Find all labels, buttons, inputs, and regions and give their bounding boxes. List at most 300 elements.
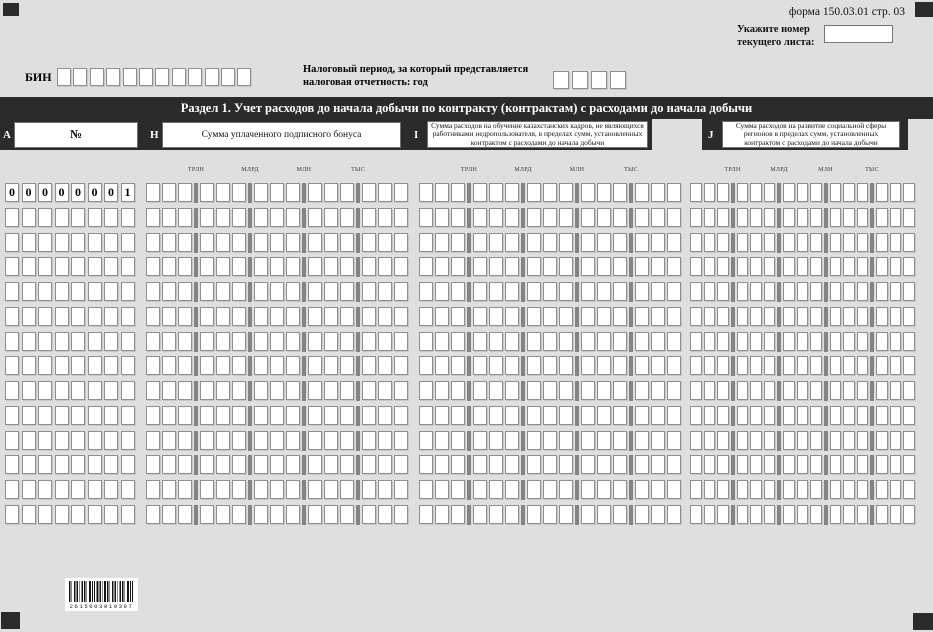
digit-cell[interactable]	[810, 183, 822, 202]
digit-cell[interactable]	[704, 183, 716, 202]
digit-cell[interactable]	[308, 183, 322, 202]
digit-cell[interactable]	[200, 332, 214, 351]
digit-cell[interactable]	[88, 282, 102, 301]
digit-cell[interactable]	[473, 455, 487, 474]
digit-cell[interactable]	[451, 257, 465, 276]
digit-cell[interactable]	[857, 282, 869, 301]
digit-cell[interactable]	[783, 505, 795, 524]
digit-cell[interactable]	[505, 282, 519, 301]
digit-cell[interactable]	[857, 455, 869, 474]
digit-cell[interactable]	[489, 257, 503, 276]
digit-cell[interactable]	[88, 431, 102, 450]
digit-cell[interactable]	[830, 257, 842, 276]
digit-cell[interactable]	[451, 233, 465, 252]
digit-cell[interactable]	[783, 183, 795, 202]
digit-cell[interactable]	[597, 183, 611, 202]
digit-cell[interactable]	[843, 505, 855, 524]
digit-cell[interactable]	[451, 505, 465, 524]
digit-cell[interactable]	[635, 480, 649, 499]
digit-cell[interactable]	[543, 356, 557, 375]
digit-cell[interactable]	[750, 307, 762, 326]
digit-cell[interactable]	[903, 257, 915, 276]
digit-cell[interactable]	[254, 431, 268, 450]
digit-cell[interactable]	[232, 505, 246, 524]
digit-cell[interactable]	[5, 307, 19, 326]
digit-cell[interactable]	[216, 233, 230, 252]
digit-cell[interactable]	[527, 257, 541, 276]
digit-cell[interactable]	[830, 431, 842, 450]
digit-cell[interactable]: 0	[88, 183, 102, 202]
digit-cell[interactable]	[810, 505, 822, 524]
digit-cell[interactable]	[635, 455, 649, 474]
digit-cell[interactable]	[340, 381, 354, 400]
digit-cell[interactable]	[340, 480, 354, 499]
digit-cell[interactable]	[104, 356, 118, 375]
digit-cell[interactable]	[903, 431, 915, 450]
digit-cell[interactable]	[857, 480, 869, 499]
digit-cell[interactable]	[55, 332, 69, 351]
digit-cell[interactable]	[71, 505, 85, 524]
digit-cell[interactable]	[200, 505, 214, 524]
digit-cell[interactable]	[559, 257, 573, 276]
digit-cell[interactable]	[810, 307, 822, 326]
digit-cell[interactable]	[717, 480, 729, 499]
digit-cell[interactable]	[473, 332, 487, 351]
digit-cell[interactable]	[737, 332, 749, 351]
digit-cell[interactable]	[690, 257, 702, 276]
digit-cell[interactable]	[635, 183, 649, 202]
digit-cell[interactable]	[5, 208, 19, 227]
digit-cell[interactable]	[71, 356, 85, 375]
digit-cell[interactable]	[394, 183, 408, 202]
digit-cell[interactable]	[254, 381, 268, 400]
digit-cell[interactable]	[690, 431, 702, 450]
digit-cell[interactable]	[71, 406, 85, 425]
digit-cell[interactable]	[394, 406, 408, 425]
digit-cell[interactable]	[876, 381, 888, 400]
digit-cell[interactable]	[690, 282, 702, 301]
digit-cell[interactable]	[146, 455, 160, 474]
digit-cell[interactable]	[797, 183, 809, 202]
digit-cell[interactable]	[543, 505, 557, 524]
digit-cell[interactable]	[378, 505, 392, 524]
digit-cell[interactable]	[704, 505, 716, 524]
digit-cell[interactable]	[750, 455, 762, 474]
digit-cell[interactable]	[527, 381, 541, 400]
digit-cell[interactable]	[690, 381, 702, 400]
digit-cell[interactable]	[340, 406, 354, 425]
digit-cell[interactable]	[667, 183, 681, 202]
digit-cell[interactable]	[216, 257, 230, 276]
digit-cell[interactable]	[362, 505, 376, 524]
digit-cell[interactable]	[270, 480, 284, 499]
digit-cell[interactable]	[783, 233, 795, 252]
digit-cell[interactable]	[843, 480, 855, 499]
digit-cell[interactable]	[232, 480, 246, 499]
digit-cell[interactable]	[162, 332, 176, 351]
digit-cell[interactable]	[857, 406, 869, 425]
digit-cell[interactable]	[340, 332, 354, 351]
digit-cell[interactable]	[162, 381, 176, 400]
digit-cell[interactable]	[737, 505, 749, 524]
digit-cell[interactable]	[270, 183, 284, 202]
digit-cell[interactable]	[903, 480, 915, 499]
digit-cell[interactable]	[843, 183, 855, 202]
digit-cell[interactable]	[435, 431, 449, 450]
digit-cell[interactable]	[737, 307, 749, 326]
digit-cell[interactable]	[340, 233, 354, 252]
digit-cell[interactable]	[764, 183, 776, 202]
digit-cell[interactable]	[737, 455, 749, 474]
digit-cell[interactable]	[890, 406, 902, 425]
digit-cell[interactable]	[162, 431, 176, 450]
digit-cell[interactable]	[830, 233, 842, 252]
digit-cell[interactable]	[270, 208, 284, 227]
digit-cell[interactable]	[200, 356, 214, 375]
digit-cell[interactable]	[505, 257, 519, 276]
digit-cell[interactable]	[162, 282, 176, 301]
digit-cell[interactable]	[71, 480, 85, 499]
digit-cell[interactable]	[121, 455, 135, 474]
digit-cell[interactable]	[146, 183, 160, 202]
digit-cell[interactable]	[704, 406, 716, 425]
digit-cell[interactable]	[690, 233, 702, 252]
digit-cell[interactable]	[378, 356, 392, 375]
digit-cell[interactable]	[451, 431, 465, 450]
digit-cell[interactable]	[378, 282, 392, 301]
digit-cell[interactable]	[559, 208, 573, 227]
digit-cell[interactable]	[419, 257, 433, 276]
digit-cell[interactable]	[797, 480, 809, 499]
digit-cell[interactable]	[635, 381, 649, 400]
digit-cell[interactable]	[903, 356, 915, 375]
digit-cell[interactable]	[489, 332, 503, 351]
digit-cell[interactable]	[178, 307, 192, 326]
digit-cell[interactable]	[890, 381, 902, 400]
digit-cell[interactable]	[270, 307, 284, 326]
digit-cell[interactable]	[216, 431, 230, 450]
digit-cell[interactable]	[362, 332, 376, 351]
digit-cell[interactable]	[71, 257, 85, 276]
digit-cell[interactable]	[783, 307, 795, 326]
digit-cell[interactable]	[308, 356, 322, 375]
digit-cell[interactable]	[667, 282, 681, 301]
digit-cell[interactable]	[286, 233, 300, 252]
digit-cell[interactable]	[857, 505, 869, 524]
digit-cell[interactable]	[876, 257, 888, 276]
digit-cell[interactable]	[216, 505, 230, 524]
digit-cell[interactable]	[286, 455, 300, 474]
digit-cell[interactable]	[843, 381, 855, 400]
digit-cell[interactable]	[810, 356, 822, 375]
digit-cell[interactable]	[308, 257, 322, 276]
digit-cell[interactable]	[559, 406, 573, 425]
digit-cell[interactable]	[667, 406, 681, 425]
digit-cell[interactable]	[830, 332, 842, 351]
digit-cell[interactable]	[830, 505, 842, 524]
digit-cell[interactable]	[651, 307, 665, 326]
digit-cell[interactable]	[419, 233, 433, 252]
digit-cell[interactable]	[527, 183, 541, 202]
digit-cell[interactable]	[830, 183, 842, 202]
digit-cell[interactable]	[55, 356, 69, 375]
digit-cell[interactable]	[254, 282, 268, 301]
digit-cell[interactable]	[55, 282, 69, 301]
digit-cell[interactable]	[651, 455, 665, 474]
digit-cell[interactable]	[750, 356, 762, 375]
digit-cell[interactable]	[857, 257, 869, 276]
digit-cell[interactable]	[71, 381, 85, 400]
digit-cell[interactable]	[340, 208, 354, 227]
digit-cell[interactable]	[830, 282, 842, 301]
digit-cell[interactable]	[489, 431, 503, 450]
digit-cell[interactable]	[667, 257, 681, 276]
digit-cell[interactable]	[71, 332, 85, 351]
digit-cell[interactable]	[178, 332, 192, 351]
digit-cell[interactable]	[308, 406, 322, 425]
digit-cell[interactable]	[613, 282, 627, 301]
digit-cell[interactable]	[178, 406, 192, 425]
digit-cell[interactable]	[690, 455, 702, 474]
digit-cell[interactable]	[651, 356, 665, 375]
digit-cell[interactable]	[651, 505, 665, 524]
digit-cell[interactable]	[324, 455, 338, 474]
digit-cell[interactable]	[505, 307, 519, 326]
digit-cell[interactable]	[286, 381, 300, 400]
digit-cell[interactable]	[810, 381, 822, 400]
digit-cell[interactable]	[597, 233, 611, 252]
digit-cell[interactable]	[843, 208, 855, 227]
digit-cell[interactable]	[55, 455, 69, 474]
digit-cell[interactable]	[505, 505, 519, 524]
digit-cell[interactable]	[178, 455, 192, 474]
digit-cell[interactable]	[764, 233, 776, 252]
digit-cell[interactable]	[104, 257, 118, 276]
digit-cell[interactable]	[810, 431, 822, 450]
digit-cell[interactable]	[890, 208, 902, 227]
digit-cell[interactable]	[543, 282, 557, 301]
digit-cell[interactable]	[121, 233, 135, 252]
digit-cell[interactable]	[903, 183, 915, 202]
digit-cell[interactable]	[690, 332, 702, 351]
digit-cell[interactable]	[651, 381, 665, 400]
digit-cell[interactable]	[667, 381, 681, 400]
digit-cell[interactable]	[340, 356, 354, 375]
digit-cell[interactable]	[717, 406, 729, 425]
digit-cell[interactable]	[200, 480, 214, 499]
digit-cell[interactable]	[121, 307, 135, 326]
digit-cell[interactable]	[505, 208, 519, 227]
digit-cell[interactable]	[543, 431, 557, 450]
digit-cell[interactable]	[581, 307, 595, 326]
digit-cell[interactable]	[146, 480, 160, 499]
digit-cell[interactable]	[121, 208, 135, 227]
digit-cell[interactable]	[71, 431, 85, 450]
digit-cell[interactable]	[635, 307, 649, 326]
digit-cell[interactable]	[810, 455, 822, 474]
digit-cell[interactable]	[876, 332, 888, 351]
digit-cell[interactable]	[489, 406, 503, 425]
digit-cell[interactable]	[527, 431, 541, 450]
digit-cell[interactable]	[597, 282, 611, 301]
digit-cell[interactable]	[200, 183, 214, 202]
digit-cell[interactable]	[830, 455, 842, 474]
digit-cell[interactable]	[362, 480, 376, 499]
digit-cell[interactable]	[378, 480, 392, 499]
digit-cell[interactable]	[473, 381, 487, 400]
digit-cell[interactable]	[559, 431, 573, 450]
digit-cell[interactable]: 0	[38, 183, 52, 202]
digit-cell[interactable]	[830, 356, 842, 375]
digit-cell[interactable]	[489, 505, 503, 524]
digit-cell[interactable]	[22, 505, 36, 524]
digit-cell[interactable]	[857, 356, 869, 375]
digit-cell[interactable]	[810, 480, 822, 499]
digit-cell[interactable]	[232, 208, 246, 227]
digit-cell[interactable]	[362, 381, 376, 400]
digit-cell[interactable]	[559, 480, 573, 499]
digit-cell[interactable]	[55, 307, 69, 326]
digit-cell[interactable]	[667, 307, 681, 326]
digit-cell[interactable]	[394, 332, 408, 351]
digit-cell[interactable]	[419, 381, 433, 400]
digit-cell[interactable]	[903, 233, 915, 252]
digit-cell[interactable]	[270, 431, 284, 450]
digit-cell[interactable]	[362, 183, 376, 202]
digit-cell[interactable]	[635, 233, 649, 252]
digit-cell[interactable]	[667, 431, 681, 450]
digit-cell[interactable]	[146, 257, 160, 276]
digit-cell[interactable]	[270, 332, 284, 351]
digit-cell[interactable]	[55, 431, 69, 450]
digit-cell[interactable]	[121, 406, 135, 425]
digit-cell[interactable]	[810, 282, 822, 301]
digit-cell[interactable]	[254, 406, 268, 425]
digit-cell[interactable]	[783, 257, 795, 276]
digit-cell[interactable]	[750, 257, 762, 276]
digit-cell[interactable]	[270, 406, 284, 425]
digit-cell[interactable]	[797, 257, 809, 276]
digit-cell[interactable]	[270, 455, 284, 474]
digit-cell[interactable]	[178, 208, 192, 227]
digit-cell[interactable]	[635, 505, 649, 524]
digit-cell[interactable]	[38, 381, 52, 400]
digit-cell[interactable]	[254, 257, 268, 276]
digit-cell[interactable]	[435, 381, 449, 400]
digit-cell[interactable]	[876, 455, 888, 474]
digit-cell[interactable]	[162, 307, 176, 326]
digit-cell[interactable]	[857, 307, 869, 326]
digit-cell[interactable]	[635, 406, 649, 425]
digit-cell[interactable]	[717, 208, 729, 227]
digit-cell[interactable]	[22, 233, 36, 252]
digit-cell[interactable]	[690, 307, 702, 326]
digit-cell[interactable]	[559, 282, 573, 301]
digit-cell[interactable]	[651, 406, 665, 425]
digit-cell[interactable]	[5, 505, 19, 524]
digit-cell[interactable]	[473, 233, 487, 252]
digit-cell[interactable]	[890, 455, 902, 474]
digit-cell[interactable]	[5, 406, 19, 425]
digit-cell[interactable]	[324, 480, 338, 499]
digit-cell[interactable]	[451, 381, 465, 400]
digit-cell[interactable]	[22, 431, 36, 450]
digit-cell[interactable]	[764, 406, 776, 425]
digit-cell[interactable]	[505, 455, 519, 474]
digit-cell[interactable]	[704, 257, 716, 276]
digit-cell[interactable]	[362, 307, 376, 326]
digit-cell[interactable]	[121, 282, 135, 301]
digit-cell[interactable]	[216, 307, 230, 326]
digit-cell[interactable]	[55, 505, 69, 524]
digit-cell[interactable]	[810, 257, 822, 276]
digit-cell[interactable]	[38, 480, 52, 499]
digit-cell[interactable]	[419, 505, 433, 524]
digit-cell[interactable]	[527, 307, 541, 326]
digit-cell[interactable]	[651, 282, 665, 301]
digit-cell[interactable]	[254, 332, 268, 351]
digit-cell[interactable]	[38, 455, 52, 474]
digit-cell[interactable]	[5, 282, 19, 301]
digit-cell[interactable]	[704, 208, 716, 227]
digit-cell[interactable]	[378, 307, 392, 326]
digit-cell[interactable]	[146, 208, 160, 227]
digit-cell[interactable]	[324, 257, 338, 276]
digit-cell[interactable]: 0	[22, 183, 36, 202]
digit-cell[interactable]	[362, 455, 376, 474]
digit-cell[interactable]	[559, 505, 573, 524]
digit-cell[interactable]	[651, 257, 665, 276]
digit-cell[interactable]	[903, 282, 915, 301]
digit-cell[interactable]	[178, 480, 192, 499]
digit-cell[interactable]	[597, 307, 611, 326]
digit-cell[interactable]	[232, 431, 246, 450]
digit-cell[interactable]	[810, 332, 822, 351]
digit-cell[interactable]	[216, 356, 230, 375]
digit-cell[interactable]	[597, 381, 611, 400]
digit-cell[interactable]	[88, 455, 102, 474]
digit-cell[interactable]	[690, 480, 702, 499]
digit-cell[interactable]	[797, 431, 809, 450]
digit-cell[interactable]	[324, 505, 338, 524]
digit-cell[interactable]	[286, 183, 300, 202]
digit-cell[interactable]	[232, 356, 246, 375]
digit-cell[interactable]: 0	[71, 183, 85, 202]
digit-cell[interactable]	[451, 208, 465, 227]
digit-cell[interactable]	[543, 257, 557, 276]
digit-cell[interactable]	[5, 381, 19, 400]
digit-cell[interactable]	[419, 307, 433, 326]
digit-cell[interactable]	[635, 208, 649, 227]
digit-cell[interactable]	[613, 505, 627, 524]
digit-cell[interactable]	[783, 332, 795, 351]
digit-cell[interactable]	[216, 381, 230, 400]
digit-cell[interactable]	[104, 480, 118, 499]
digit-cell[interactable]	[5, 480, 19, 499]
digit-cell[interactable]	[419, 183, 433, 202]
digit-cell[interactable]	[810, 406, 822, 425]
digit-cell[interactable]	[505, 381, 519, 400]
digit-cell[interactable]	[340, 257, 354, 276]
digit-cell[interactable]	[651, 480, 665, 499]
digit-cell[interactable]	[200, 208, 214, 227]
digit-cell[interactable]	[178, 233, 192, 252]
digit-cell[interactable]	[286, 505, 300, 524]
digit-cell[interactable]	[543, 455, 557, 474]
digit-cell[interactable]	[286, 406, 300, 425]
digit-cell[interactable]	[216, 480, 230, 499]
digit-cell[interactable]	[22, 208, 36, 227]
